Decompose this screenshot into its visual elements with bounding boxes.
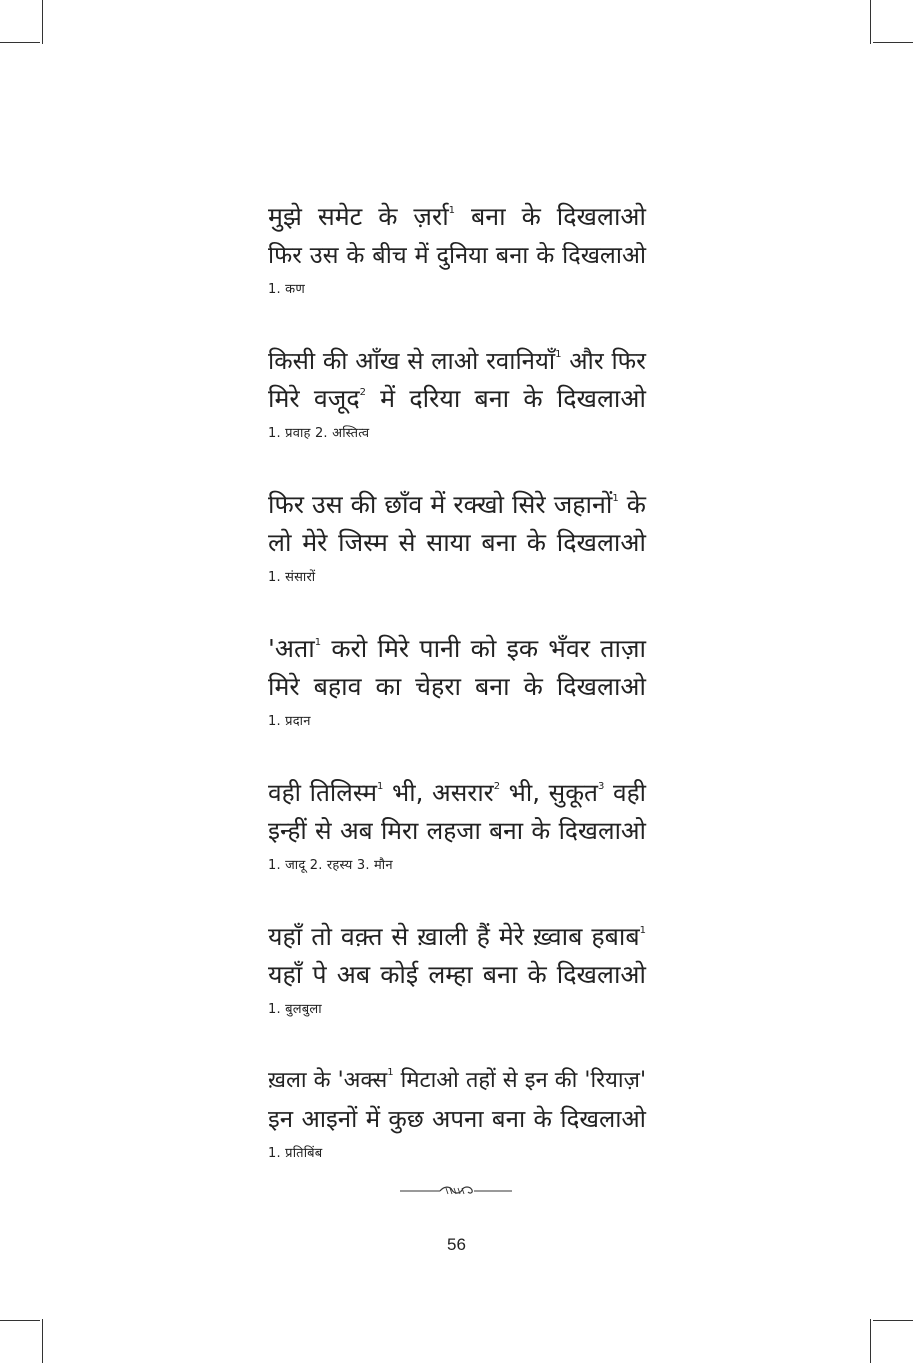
- verse-text: मिरे वजूद: [268, 384, 360, 413]
- stanza: [268, 198, 646, 342]
- verse-line: [268, 524, 646, 562]
- footnote-text: 1. कण: [268, 282, 305, 297]
- verse-line: [268, 486, 646, 524]
- footnote-marker: 1: [314, 637, 322, 648]
- crop-mark-top-left-vertical: [42, 0, 43, 44]
- stanza: [268, 486, 646, 630]
- footnote-marker: 1: [387, 1067, 394, 1078]
- verse-line: [268, 1062, 646, 1100]
- crop-mark-bottom-left-vertical: [42, 1319, 43, 1363]
- footnote-text: 1. संसारों: [268, 570, 316, 585]
- footnote-marker: 2: [493, 781, 501, 792]
- verse-text: इन्हीं से अब मिरा लहजा बना के दिखलाओ: [268, 816, 646, 845]
- ornament-divider-icon: [400, 1182, 512, 1200]
- verse-text: के: [618, 490, 646, 519]
- crop-mark-top-right-vertical: [870, 0, 871, 44]
- verse-text: लो मेरे जिस्म से साया बना के दिखलाओ: [268, 528, 646, 557]
- verse-text: वही तिलिस्म: [268, 778, 378, 807]
- footnote-text: 1. प्रदान: [268, 714, 311, 729]
- verse-text: फिर उस की छाँव में रक्खो सिरे जहानों: [268, 490, 613, 519]
- verse-text: मुझे समेट के ज़र्रा: [268, 202, 449, 231]
- verse-text: यहाँ पे अब कोई लम्हा बना के दिखलाओ: [268, 960, 646, 989]
- footnote-text: 1. प्रतिबिंब: [268, 1146, 323, 1161]
- verse-text: फिर उस के बीच में दुनिया बना के दिखलाओ: [268, 241, 646, 269]
- verse-text: किसी की आँख से लाओ रवानियाँ: [268, 347, 556, 375]
- page-number: 56: [447, 1235, 466, 1254]
- verse-line: [268, 630, 646, 668]
- verse-line: [268, 1100, 646, 1138]
- verse-text: और फिर: [561, 347, 646, 375]
- verse-text: भी, असरार: [383, 778, 494, 807]
- footnote-text: 1. बुलबुला: [268, 1002, 322, 1017]
- footnote-marker: 1: [612, 493, 619, 504]
- verse-text: वही: [604, 778, 646, 807]
- verse-text: ख़ला के 'अक्स: [268, 1068, 388, 1093]
- footnote-marker: 1: [448, 205, 456, 216]
- verse-text: मिटाओ तहों से इन की 'रियाज़': [393, 1068, 646, 1093]
- ghazal-verses: [268, 198, 646, 1206]
- verse-line: [268, 668, 646, 706]
- verse-line: [268, 956, 646, 994]
- verse-line: [268, 236, 646, 274]
- verse-text: 'अता: [268, 634, 315, 663]
- verse-line: [268, 918, 646, 956]
- verse-line: [268, 774, 646, 812]
- verse-line: [268, 812, 646, 850]
- verse-text: मिरे बहाव का चेहरा बना के दिखलाओ: [268, 672, 646, 701]
- verse-text: करो मिरे पानी को इक भँवर ताज़ा: [321, 634, 646, 663]
- footnote-marker: 1: [377, 781, 384, 792]
- verse-line: [268, 380, 646, 418]
- crop-mark-bottom-right-vertical: [870, 1319, 871, 1363]
- verse-text: इन आइनों में कुछ अपना बना के दिखलाओ: [268, 1105, 646, 1133]
- crop-mark-top-left-horizontal: [0, 42, 40, 43]
- verse-text: में दरिया बना के दिखलाओ: [365, 384, 646, 413]
- footnote-marker: 1: [639, 925, 646, 936]
- stanza: [268, 342, 646, 486]
- stanza: [268, 774, 646, 918]
- verse-text: यहाँ तो वक़्त से ख़ाली हैं मेरे ख़्वाब हबाब: [268, 922, 640, 951]
- verse-line: [268, 198, 646, 236]
- footnote-text: 1. प्रवाह 2. अस्तित्व: [268, 426, 370, 441]
- stanza: [268, 918, 646, 1062]
- footnote-text: 1. जादू 2. रहस्य 3. मौन: [268, 858, 393, 873]
- footnote-marker: 3: [598, 781, 605, 792]
- verse-text: भी, सुकूत: [500, 778, 599, 807]
- crop-mark-top-right-horizontal: [873, 42, 913, 43]
- crop-mark-bottom-left-horizontal: [0, 1320, 40, 1321]
- footnote-marker: 2: [359, 387, 366, 398]
- footnote-marker: 1: [555, 349, 562, 360]
- crop-mark-bottom-right-horizontal: [873, 1320, 913, 1321]
- verse-text: बना के दिखलाओ: [455, 202, 646, 231]
- verse-line: [268, 342, 646, 380]
- stanza: [268, 630, 646, 774]
